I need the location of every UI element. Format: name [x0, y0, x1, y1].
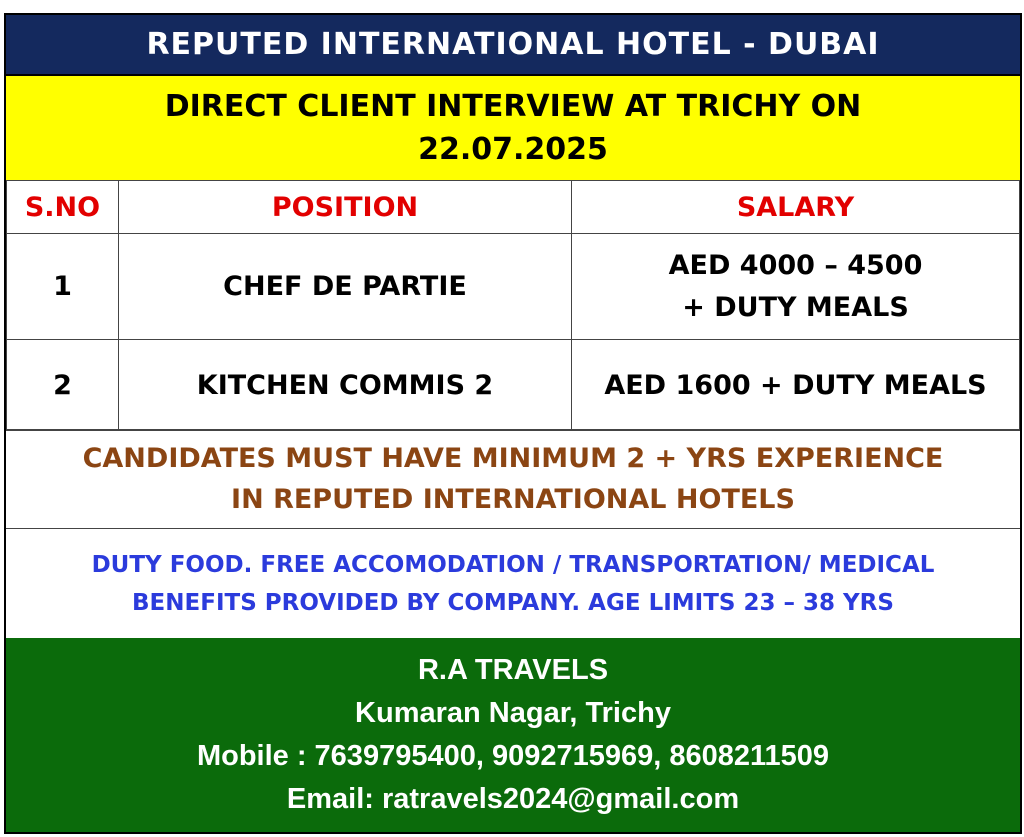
row-position: KITCHEN COMMIS 2: [119, 340, 572, 431]
contact-section: [6, 638, 1020, 832]
title-bar: [6, 15, 1020, 74]
table-header-row: [7, 181, 1020, 234]
job-flyer: [4, 13, 1022, 834]
column-header-position: POSITION: [119, 181, 572, 234]
benefits-section: [6, 528, 1020, 638]
row-salary: [572, 234, 1020, 340]
requirement-section: [6, 429, 1020, 528]
company-name: R.A TRAVELS: [417, 654, 609, 686]
column-header-sno: S.NO: [7, 181, 119, 234]
benefits-line: DUTY FOOD. FREE ACCOMODATION / TRANSPORTATION/ MEDICAL: [91, 551, 935, 578]
interview-text: DIRECT CLIENT INTERVIEW AT TRICHY ON: [164, 89, 862, 124]
benefits-line: BENEFITS PROVIDED BY COMPANY. AGE LIMITS 23 – 38 YRS: [132, 589, 894, 616]
page-title: REPUTED INTERNATIONAL HOTEL - DUBAI: [146, 27, 880, 62]
interview-date: 22.07.2025: [418, 132, 608, 167]
mobile-numbers: Mobile : 7639795400, 9092715969, 8608211509: [196, 740, 830, 772]
salary-extra: + DUTY MEALS: [682, 291, 909, 323]
row-position: CHEF DE PARTIE: [119, 234, 572, 340]
table-row: [7, 234, 1020, 340]
row-sno: 2: [7, 340, 119, 431]
interview-banner: [6, 74, 1020, 180]
row-sno: 1: [7, 234, 119, 340]
table-row: [7, 340, 1020, 431]
column-header-salary: SALARY: [572, 181, 1020, 234]
company-address: Kumaran Nagar, Trichy: [355, 697, 671, 729]
row-salary: AED 1600 + DUTY MEALS: [572, 340, 1020, 431]
salary-amount: AED 4000 – 4500: [668, 249, 923, 281]
email-address: Email: ratravels2024@gmail.com: [286, 783, 740, 815]
requirement-line: CANDIDATES MUST HAVE MINIMUM 2 + YRS EXPERIENCE: [82, 443, 944, 474]
requirement-line: IN REPUTED INTERNATIONAL HOTELS: [231, 484, 795, 515]
positions-table: [6, 180, 1020, 429]
